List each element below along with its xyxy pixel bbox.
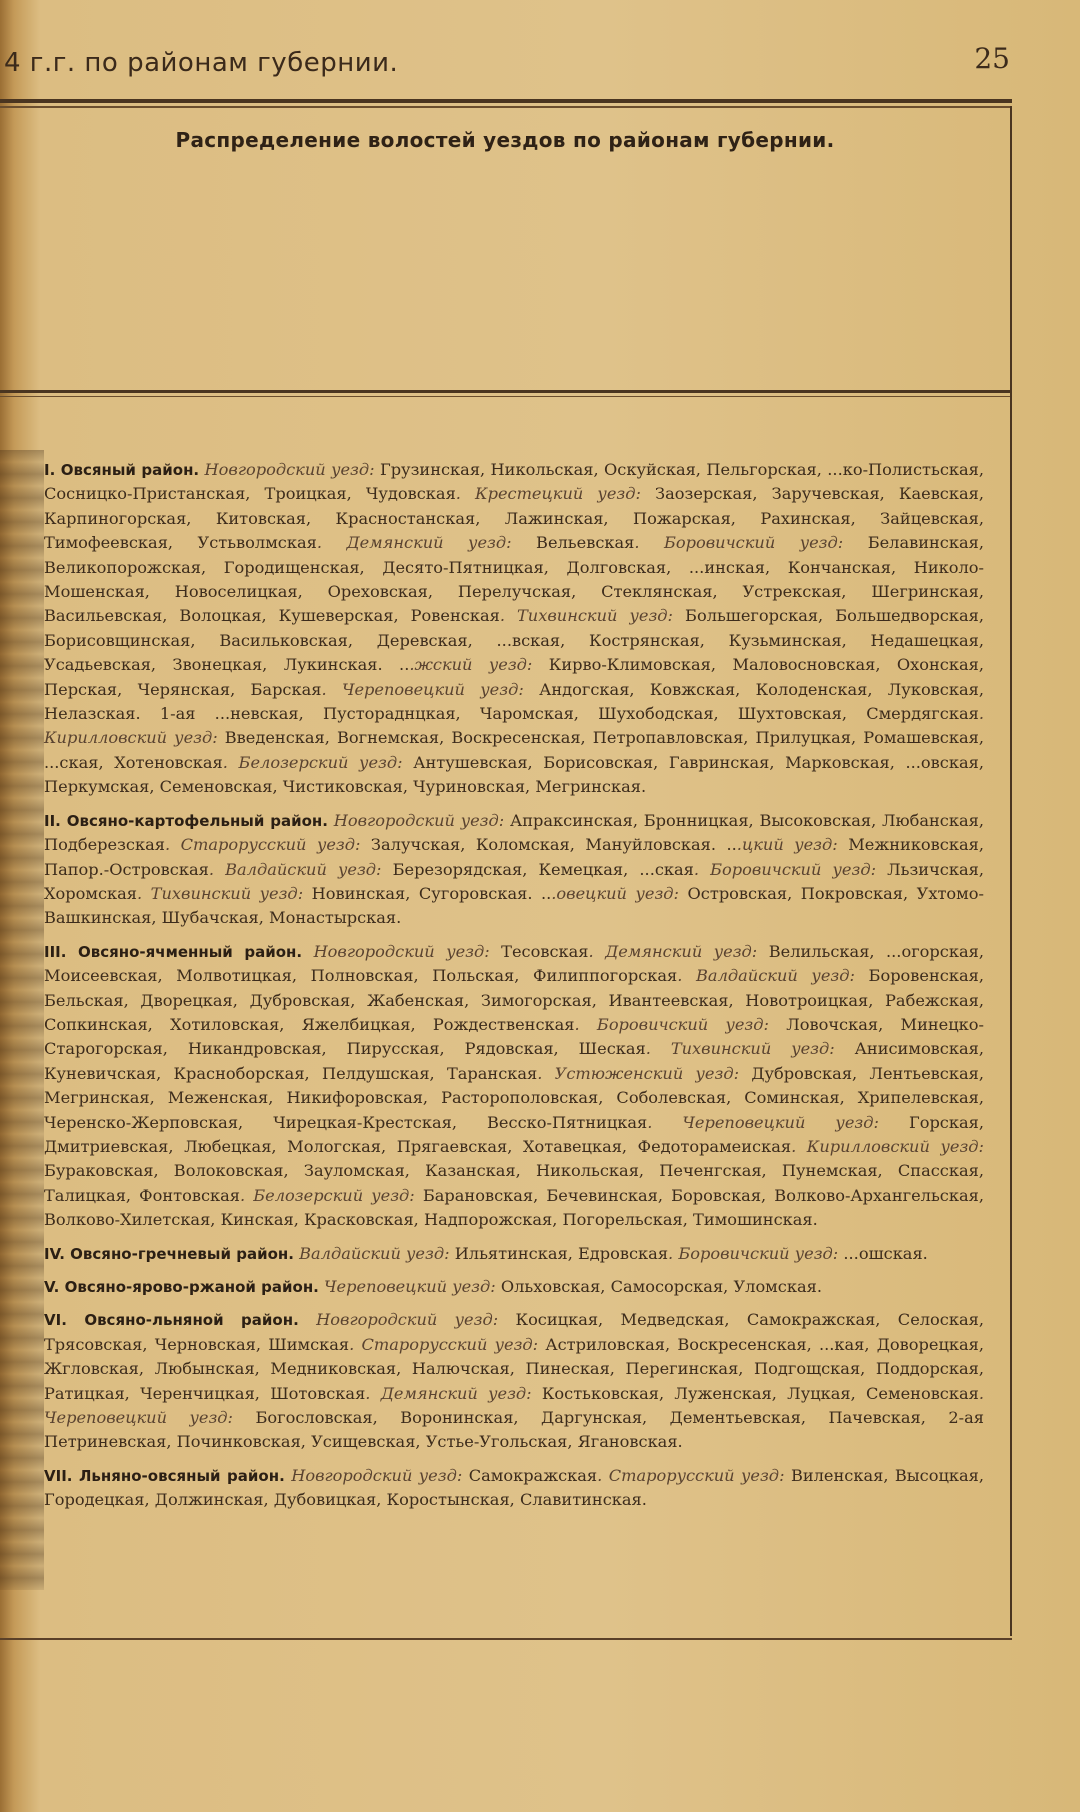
county-label: . Старорусский уезд:: [597, 1465, 785, 1485]
county-label: . Белозерский уезд:: [222, 752, 403, 772]
county-label: . Валдайский уезд:: [208, 859, 382, 879]
county-label: .овецкий уезд:: [551, 883, 680, 903]
region-heading: IV. Овсяно-гречневый район.: [44, 1244, 294, 1263]
region-heading: III. Овсяно-ячменный район.: [44, 942, 303, 961]
page-number: 25: [974, 42, 1010, 75]
county-label: . Череповецкий уезд:: [647, 1112, 879, 1132]
county-label: .цкий уезд:: [736, 835, 838, 855]
frame-right-border: [1010, 106, 1012, 1636]
county-label: Новгородский уезд:: [333, 810, 505, 830]
region-7: [44, 1464, 984, 1513]
region-3: [44, 940, 984, 1233]
region-5: [44, 1275, 984, 1299]
county-label: . Старорусский уезд:: [164, 835, 361, 855]
title-rule-thin: [0, 396, 1010, 397]
region-heading: V. Овсяно-ярово-ржаной район.: [44, 1278, 319, 1296]
region-6: [44, 1308, 984, 1454]
county-label: Валдайский уезд:: [299, 1243, 450, 1263]
county-label: . Тихвинский уезд:: [137, 883, 304, 903]
county-label: Новгородский уезд:: [291, 1465, 463, 1485]
page-title: Распределение волостей уездов по районам губернии.: [175, 128, 835, 152]
region-2: [44, 809, 984, 931]
county-label: Череповецкий уезд:: [324, 1277, 496, 1296]
region-body: Череповецкий уезд: Ольховская, Самосорская, Уломская.: [324, 1277, 822, 1296]
county-label: . Боровичский уезд:: [634, 533, 844, 553]
region-heading: I. Овсяный район.: [44, 461, 200, 479]
county-label: . Старорусский уезд:: [349, 1334, 539, 1354]
region-heading: II. Овсяно-картофельный район.: [44, 811, 328, 830]
region-heading: VII. Льняно-овсяный район.: [44, 1466, 285, 1485]
bottom-rule: [0, 1638, 1012, 1640]
county-label: . Крестецкий уезд:: [455, 484, 641, 504]
county-label: . Череповецкий уезд:: [44, 1383, 985, 1428]
region-body: Новгородский уезд: Тесовская. Демянский уезд: Велильская, ...огорская, Моисеевская, Молвотицкая, Полновская, Польская, Филиппогорская. Валдайский уезд: Боровенская, Бельская, Дворецкая, Дубровская, Жабенская, Зимогорская, Ивантеевская, Новотроицкая, Рабежская, Сопкинская, Хотиловская, Яжелбицкая, Рождественская. Боровичский уезд: Ловочская, Минецко-Старогорская, Никандровская, Пирусская, Рядовская, Шеская. Тихвинский уезд: Анисимовская, Куневичская, Красноборская, Пелдушская, Таранская. Устюженский уезд: Дубровская, Лентьевская, Мегринская, Меженская, Никифоровская, Расторополовская, Соболевская, Соминская, Хрипелевская, Черенско-Жерповская, Чирецкая-Крестская, Весско-Пятницкая. Череповецкий уезд: Горская, Дмитриевская, Любецкая, Мологская, Прягаевская, Хотавецкая, Федоторамеиская. Кирилловский уезд: Бураковская, Волоковская, Зауломская, Казанская, Никольская, Печенгская, Пунемская, Спасская, Талицкая, Фонтовская. Белозерский уезд: Барановская, Бечевинская, Боровская, Волково-Архангельская, Волково-Хилетская, Кинская, Красковская, Надпорожская, Погорельская, Тимошинская.: [44, 941, 984, 1230]
running-header: [0, 40, 1010, 90]
region-body: Новгородский уезд: Самокражская. Старорусский уезд: Виленская, Высоцкая, Городецкая, Должинская, Дубовицкая, Коростынская, Славитинская.: [44, 1465, 985, 1510]
county-label: . Тихвинский уезд:: [645, 1039, 835, 1059]
running-header-text: 4 г.г. по районам губернии.: [4, 48, 399, 78]
region-heading: VI. Овсяно-льняной район.: [44, 1311, 299, 1330]
region-body: Валдайский уезд: Ильятинская, Едровская. Боровичский уезд: ...ошская.: [299, 1243, 928, 1263]
county-label: . Боровичский уезд:: [574, 1014, 769, 1034]
county-label: . Кирилловский уезд:: [44, 704, 984, 748]
region-body: Новгородский уезд: Косицкая, Медведская, Самокражская, Селоская, Трясовская, Черновская, Шимская. Старорусский уезд: Астриловская, Воскресенская, ...кая, Доворецкая, Жгловская, Любынская, Медниковская, Налючская, Пинеская, Перегинская, Подгощская, Поддорская, Ратицкая, Черенчицкая, Шотовская. Демянский уезд: Костьковская, Луженская, Луцкая, Семеновская. Череповецкий уезд: Богословская, Воронинская, Даргунская, Дементьевская, Пачевская, 2-ая Петриневская, Починковская, Усищевская, Устье-Угольская, Ягановская.: [44, 1310, 985, 1452]
county-label: . Устюженский уезд:: [537, 1063, 740, 1083]
title-rule: [0, 390, 1010, 393]
county-label: . Кирилловский уезд:: [791, 1136, 984, 1156]
county-label: . Череповецкий уезд:: [321, 679, 524, 699]
regions-list: [44, 458, 984, 1522]
county-label: . Белозерский уезд:: [240, 1185, 415, 1205]
region-4: [44, 1242, 984, 1266]
region-1: [44, 458, 984, 800]
top-rule: [0, 99, 1012, 103]
region-body: Новгородский уезд: Грузинская, Никольская, Оскуйская, Пельгорская, ...ко-Полистьская, Сосницко-Пристанская, Троицкая, Чудовская. Крестецкий уезд: Заозерская, Заручевская, Каевская, Карпиногорская, Китовская, Красностанская, Лажинская, Пожарская, Рахинская, Зайцевская, Тимофеевская, Устьволмская. Демянский уезд: Вельевская. Боровичский уезд: Белавинская, Великопорожская, Городищенская, Десято-Пятницкая, Долговская, ...инская, Кончанская, Николо-Мошенская, Новоселицкая, Ореховская, Перелучская, Стеклянская, Устрекская, Шегринская, Васильевская, Волоцкая, Кушеверская, Ровенская. Тихвинский уезд: Большегорская, Большедворская, Борисовщинская, Васильковская, Деревская, ...вская, Кострянская, Кузьминская, Недашецкая, Усадьевская, Звонецкая, Лукинская. ...жский уезд: Кирво-Климовская, Маловосновская, Охонская, Перская, Черянская, Барская. Череповецкий уезд: Андогская, Ковжская, Колоденская, Луковская, Нелазская. 1-ая ...невская, Пустораднцкая, Чаромская, Шухободская, Шухтовская, Смердягская. Кирилловский уезд: Введенская, Вогнемская, Воскресенская, Петропавловская, Прилуцкая, Ромашевская, ...ская, Хотеновская. Белозерский уезд: Антушевская, Борисовская, Гавринская, Марковская, ...овская, Перкумская, Семеновская, Чистиковская, Чуриновская, Мегринская.: [44, 460, 985, 797]
county-label: . Демянский уезд:: [365, 1383, 532, 1403]
county-label: . Боровичский уезд:: [693, 859, 877, 879]
county-label: Новгородский уезд:: [316, 1310, 499, 1330]
county-label: .жский уезд:: [409, 655, 533, 675]
county-label: . Демянский уезд:: [316, 533, 512, 553]
region-body: Новгородский уезд: Апраксинская, Бронницкая, Высоковская, Любанская, Подберезская. Старорусский уезд: Залучская, Коломская, Мануйловская. ...цкий уезд: Межниковская, Папор.-Островская. Валдайский уезд: Березорядская, Кемецкая, ...ская. Боровичский уезд: Льзичская, Хоромская. Тихвинский уезд: Новинская, Сугоровская. ...овецкий уезд: Островская, Покровская, Ухтомо-Вашкинская, Шубачская, Монастырская.: [44, 810, 984, 928]
county-label: . Тихвинский уезд:: [499, 606, 674, 626]
binding-shadow: [0, 450, 44, 1590]
county-label: Новгородский уезд:: [204, 460, 375, 479]
county-label: . Демянский уезд:: [588, 941, 758, 961]
county-label: . Боровичский уезд:: [668, 1243, 839, 1263]
county-label: Новгородский уезд:: [313, 941, 490, 961]
county-label: . Валдайский уезд:: [677, 966, 855, 986]
